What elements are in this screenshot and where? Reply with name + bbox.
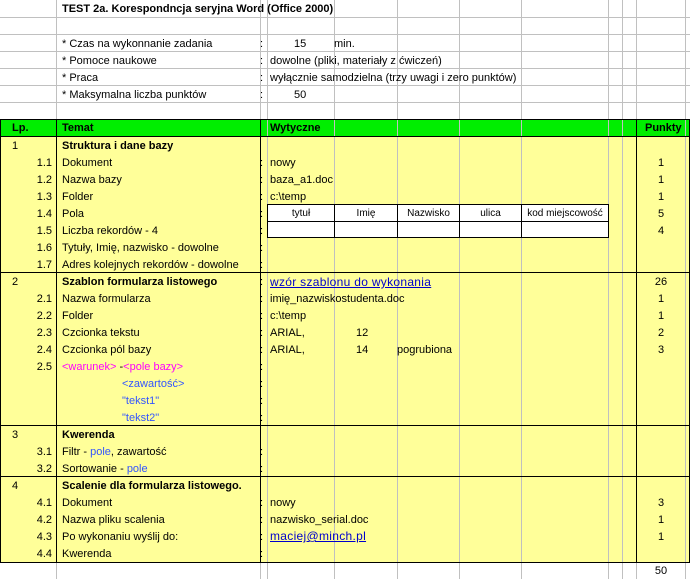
row-value: nowy (270, 497, 296, 509)
condition-line (62, 360, 183, 374)
time-unit: min. (334, 38, 355, 50)
fields-table (267, 204, 609, 238)
colon: : (260, 310, 264, 322)
font-size: 12 (356, 327, 369, 339)
row-topic: Nazwa formularza (62, 293, 151, 305)
condition-tag: <warunek> (62, 361, 117, 373)
row-topic: Czcionka pól bazy (62, 344, 152, 356)
font-style: pogrubiona (397, 344, 453, 356)
colon: : (260, 361, 264, 373)
section3-number: 3 (12, 429, 19, 441)
colon: : (260, 412, 264, 424)
row-value: imię_nazwiskostudenta.doc (270, 293, 405, 305)
header-temat: Temat (62, 122, 94, 134)
row-topic: Tytuły, Imię, nazwisko - dowolne (62, 242, 219, 254)
row-value: c:\temp (270, 310, 307, 322)
row-number: 4.4 (36, 548, 52, 560)
row-topic: Pola (62, 208, 85, 220)
sort-line (62, 462, 148, 476)
row-topic: Po wykonaniu wyślij do: (62, 531, 179, 543)
row-points: 1 (657, 174, 665, 186)
colon: : (260, 259, 264, 271)
row-points: 1 (657, 191, 665, 203)
field-tag: <pole bazy> (123, 361, 184, 373)
filter-label: Filtr - (62, 446, 91, 458)
font-name: ARIAL, (270, 344, 305, 356)
header-punkty: Punkty (645, 122, 682, 134)
field-header: Nazwisko (407, 208, 450, 219)
row-number: 4.1 (36, 497, 52, 509)
row-value: baza_a1.doc (270, 174, 333, 186)
email-link[interactable]: maciej@minch.pl (270, 529, 367, 543)
header-wytyczne: Wytyczne (270, 122, 321, 134)
colon: : (260, 327, 264, 339)
row-topic: Nazwa bazy (62, 174, 122, 186)
aids-value: dowolne (pliki, materiały z ćwiczeń) (270, 55, 442, 67)
field-header: tytuł (291, 208, 311, 219)
text1-tag: "tekst1" (122, 395, 160, 407)
field-header: Imię (356, 208, 376, 219)
colon: : (260, 378, 264, 390)
template-link[interactable]: wzór szablonu do wykonania (270, 275, 432, 289)
row-points: 1 (657, 514, 665, 526)
section2-number: 2 (12, 276, 19, 288)
row-points: 1 (657, 310, 665, 322)
row-topic: Nazwa pliku scalenia (62, 514, 165, 526)
colon: : (260, 395, 264, 407)
row-points: 5 (657, 208, 665, 220)
colon: : (260, 548, 264, 560)
row-topic: Dokument (62, 497, 113, 509)
section1-number: 1 (12, 140, 19, 152)
section4-number: 4 (12, 480, 19, 492)
colon: : (260, 446, 264, 458)
font-name: ARIAL, (270, 327, 305, 339)
row-number: 2.5 (36, 361, 52, 373)
colon: : (260, 531, 264, 543)
row-topic: Liczba rekordów - 4 (62, 225, 158, 237)
colon: : (260, 174, 264, 186)
row-topic: Adres kolejnych rekordów - dowolne (62, 259, 239, 271)
colon: : (260, 191, 264, 203)
field-header: kod miejscowość (527, 208, 603, 219)
row-number: 1.6 (36, 242, 52, 254)
field-word: pole (90, 446, 111, 458)
row-number: 2.4 (36, 344, 52, 356)
colon: : (260, 497, 264, 509)
work-value: wyłącznie samodzielna (trzy uwagi i zero punktów) (270, 72, 517, 84)
content-tag: <zawartość> (122, 378, 185, 390)
max-value: 50 (294, 89, 307, 101)
filter-line (62, 445, 167, 459)
row-number: 1.4 (36, 208, 52, 220)
row-topic: Dokument (62, 157, 113, 169)
row-value: nowy (270, 157, 296, 169)
colon: : (260, 242, 264, 254)
row-points: 1 (657, 293, 665, 305)
text2-tag: "tekst2" (122, 412, 160, 424)
field-header: ulica (480, 208, 501, 219)
colon: : (260, 276, 264, 288)
row-number: 2.3 (36, 327, 52, 339)
row-points: 26 (654, 276, 668, 288)
colon: : (260, 38, 264, 50)
section2-title: Szablon formularza listowego (62, 276, 218, 288)
colon: : (260, 89, 264, 101)
work-label: * Praca (62, 72, 99, 84)
row-number: 3.1 (36, 446, 52, 458)
colon: : (260, 463, 264, 475)
header-lp: Lp. (12, 122, 29, 134)
dash: - (116, 361, 124, 373)
field-word: pole (126, 463, 148, 475)
row-number: 1.3 (36, 191, 52, 203)
row-number: 2.2 (36, 310, 52, 322)
colon: : (260, 225, 264, 237)
colon: : (260, 208, 264, 220)
row-number: 1.7 (36, 259, 52, 271)
colon: : (260, 514, 264, 526)
colon: : (260, 293, 264, 305)
colon: : (260, 72, 264, 84)
time-label: * Czas na wykonnanie zadania (62, 38, 213, 50)
filter-content: , zawartość (110, 446, 167, 458)
row-topic: Czcionka tekstu (62, 327, 140, 339)
max-label: * Maksymalna liczba punktów (62, 89, 207, 101)
row-number: 4.2 (36, 514, 52, 526)
row-value: c:\temp (270, 191, 307, 203)
page-title: TEST 2a. Korespondncja seryjna Word (Office 2000) (62, 3, 334, 15)
row-topic: Kwerenda (62, 548, 112, 560)
row-points: 1 (657, 531, 665, 543)
row-points: 1 (657, 157, 665, 169)
row-points: 4 (657, 225, 665, 237)
row-points: 3 (657, 497, 665, 509)
colon: : (260, 344, 264, 356)
row-topic: Folder (62, 310, 94, 322)
header-band (0, 120, 690, 136)
section3-title: Kwerenda (62, 429, 115, 441)
row-points: 3 (657, 344, 665, 356)
sort-label: Sortowanie - (62, 463, 127, 475)
row-number: 3.2 (36, 463, 52, 475)
row-number: 4.3 (36, 531, 52, 543)
aids-label: * Pomoce naukowe (62, 55, 157, 67)
time-value: 15 (294, 38, 307, 50)
row-topic: Folder (62, 191, 94, 203)
row-number: 1.2 (36, 174, 52, 186)
row-points: 2 (657, 327, 665, 339)
row-number: 2.1 (36, 293, 52, 305)
colon: : (260, 55, 264, 67)
section1-title: Struktura i dane bazy (62, 140, 174, 152)
total-points: 50 (654, 565, 668, 577)
section4-title: Scalenie dla formularza listowego. (62, 480, 242, 492)
row-number: 1.1 (36, 157, 52, 169)
colon: : (260, 157, 264, 169)
row-value: nazwisko_serial.doc (270, 514, 369, 526)
row-number: 1.5 (36, 225, 52, 237)
font-size: 14 (356, 344, 369, 356)
